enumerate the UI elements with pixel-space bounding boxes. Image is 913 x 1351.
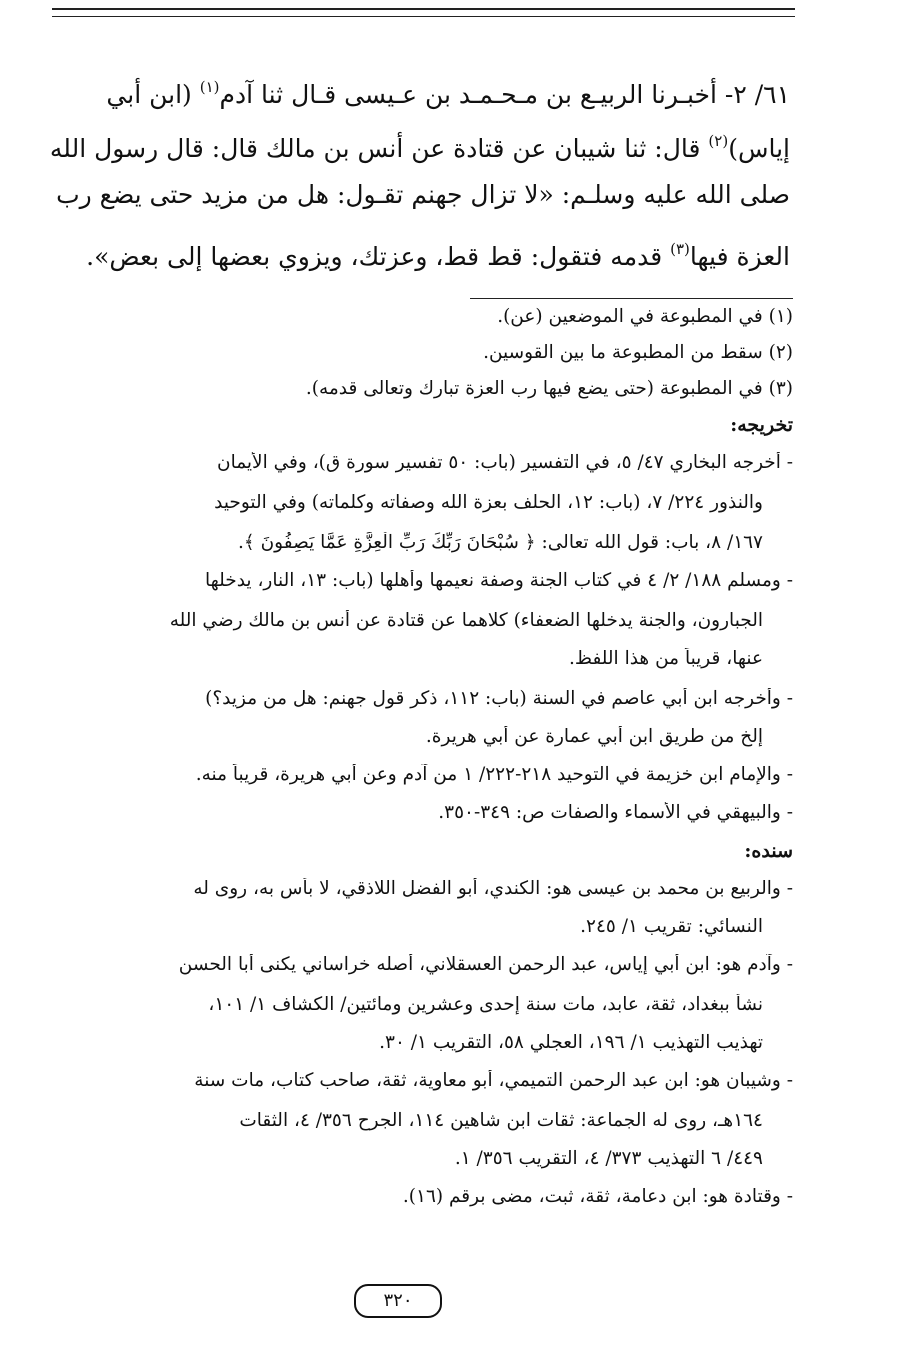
takhrij-line: إلخ من طريق ابن أبي عمارة عن أبي هريرة. bbox=[425, 726, 763, 747]
hadith-line: العزة فيها$^{(٣)}$ قدمه فتقول: قط قط، وعزتك، ويزوي بعضها إلى بعض». bbox=[86, 240, 790, 271]
header-rule-secondary bbox=[52, 16, 795, 17]
hadith-line: ٦١/ ٢- أخبـرنا الربيـع بن مـحـمـد بن عـيسى قـال ثنا آدم$^{(١)}$ (ابن أبي bbox=[106, 78, 790, 109]
sanad-line: - وآدم هو: ابن أبي إياس، عبد الرحمن العسقلاني، أصله خراساني يكنى أبا الحسن bbox=[178, 954, 793, 975]
takhrij-line: - والإمام ابن خزيمة في التوحيد ٢١٨-٢٢٢/ ١ من آدم وعن أبي هريرة، قريباً منه. bbox=[195, 764, 793, 785]
sanad-line: - وشيبان هو: ابن عبد الرحمن التميمي، أبو معاوية، ثقة، صاحب كتاب، مات سنة bbox=[194, 1070, 793, 1091]
takhrij-line: - أخرجه البخاري ٤٧/ ٥، في التفسير (باب: ٥٠ تفسير سورة ق)، وفي الأيمان bbox=[216, 452, 793, 473]
takhrij-line: - وأخرجه ابن أبي عاصم في السنة (باب: ١١٢، ذكر قول جهنم: هل من مزيد؟) bbox=[205, 688, 793, 709]
footnote: (٢) سقط من المطبوعة ما بين القوسين. bbox=[483, 342, 793, 363]
page-number: ٣٢٠ bbox=[354, 1284, 442, 1318]
sanad-line: ٤٤٩/ ٦ التهذيب ٣٧٣/ ٤، التقريب ٣٥٦/ ١. bbox=[454, 1148, 763, 1169]
takhrij-line: عنها، قريباً من هذا اللفظ. bbox=[569, 648, 763, 669]
takhrij-heading: تخريجه: bbox=[730, 414, 793, 436]
sanad-line: - وقتادة هو: ابن دعامة، ثقة، ثبت، مضى برقم (١٦). bbox=[402, 1186, 793, 1207]
takhrij-line: - ومسلم ١٨٨/ ٢/ ٤ في كتاب الجنة وصفة نعيمها وأهلها (باب: ١٣، النار، يدخلها bbox=[204, 570, 793, 591]
hadith-line: إياس)$^{(٢)}$ قال: ثنا شيبان عن قتادة عن أنس بن مالك قال: قال رسول الله bbox=[50, 132, 790, 163]
takhrij-line: ١٦٧/ ٨، باب: قول الله تعالى: ﴿ سُبْحَانَ رَبِّكَ رَبِّ الْعِزَّةِ عَمَّا يَصِفُونَ ﴾. bbox=[237, 532, 763, 553]
sanad-line: نشأ ببغداد، ثقة، عابد، مات سنة إحدى وعشرين ومائتين/ الكشاف ١/ ١٠١، bbox=[208, 994, 763, 1015]
footnote: (١) في المطبوعة في الموضعين (عن). bbox=[497, 306, 793, 327]
takhrij-line: والنذور ٢٢٤/ ٧، (باب: ١٢، الحلف بعزة الله وصفاته وكلماته) وفي التوحيد bbox=[214, 492, 763, 513]
footnote-ref[interactable]: (٢) bbox=[708, 132, 729, 150]
header-rule bbox=[52, 8, 795, 10]
footnote: (٣) في المطبوعة (حتى يضع فيها رب العزة تبارك وتعالى قدمه). bbox=[305, 378, 793, 399]
hadith-text bbox=[50, 60, 790, 276]
takhrij-line: - والبيهقي في الأسماء والصفات ص: ٣٤٩-٣٥٠. bbox=[438, 802, 793, 823]
sanad-heading: سنده: bbox=[744, 840, 793, 862]
footnote-ref[interactable]: (١) bbox=[199, 78, 220, 96]
hadith-line: صلى الله عليه وسلـم: «لا تزال جهنم تقـول: هل من مزيد حتى يضع رب bbox=[56, 180, 790, 209]
sanad-line: تهذيب التهذيب ١/ ١٩٦، العجلي ٥٨، التقريب ١/ ٣٠. bbox=[379, 1032, 763, 1053]
sanad-line: النسائي: تقريب ١/ ٢٤٥. bbox=[580, 916, 763, 937]
sanad-line: ١٦٤هـ، روى له الجماعة: ثقات ابن شاهين ١١٤، الجرح ٣٥٦/ ٤، الثقات bbox=[239, 1110, 763, 1131]
takhrij-line: الجبارون، والجنة يدخلها الضعفاء) كلاهما عن قتادة عن أنس بن مالك رضي الله bbox=[169, 610, 763, 631]
footnote-ref[interactable]: (٣) bbox=[670, 240, 690, 258]
sanad-line: - والربيع بن محمد بن عيسى هو: الكندي، أبو الفضل اللاذقي، لا بأس به، روى له bbox=[193, 878, 793, 899]
footnote-separator bbox=[470, 298, 793, 299]
